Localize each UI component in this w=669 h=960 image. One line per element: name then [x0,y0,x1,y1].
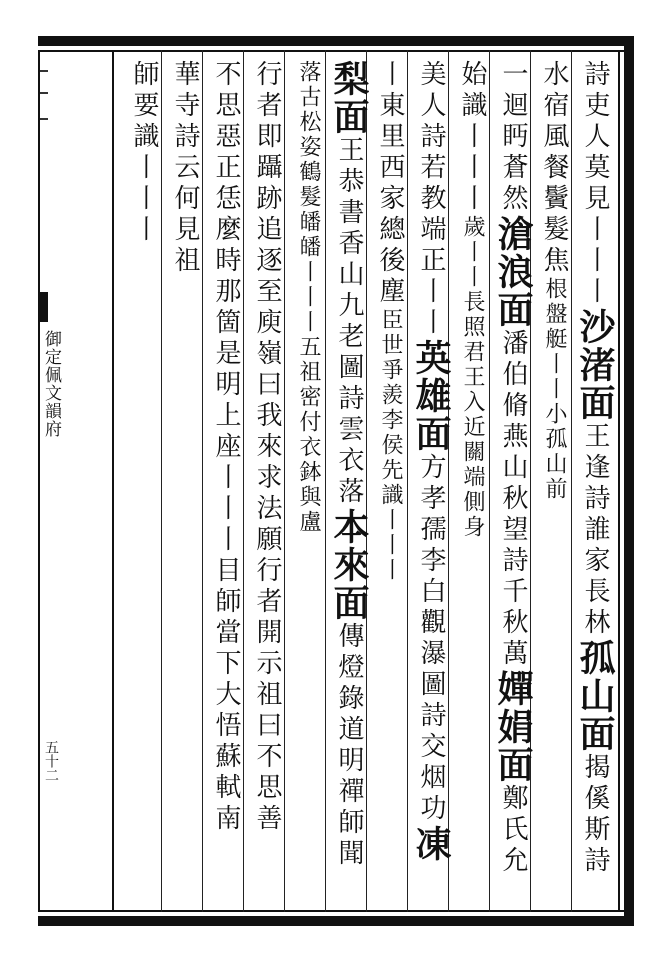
text-column [370,60,405,906]
headword: 孤山面 [574,639,616,753]
frame-border-top [38,36,634,46]
text-segment: 水宿風餐鬢髮焦 [539,60,569,277]
column-rule [161,50,162,912]
column-rule [366,50,367,912]
column-rule [489,50,490,912]
frame-inner-bottom [38,910,624,912]
margin-book-title: 御定佩文韻府 [41,330,61,438]
text-segment: 傳燈錄道明禪師聞 [334,622,364,870]
text-segment: 方孝孺李白觀瀑圖詩交烟功 [416,453,446,825]
margin-tick [40,118,48,120]
text-column [124,60,159,906]
text-column [288,60,323,906]
column-rule [325,50,326,912]
text-segment: 始識丨丨丨 [457,60,487,215]
text-segment: 不思惡正恁麼時那箇是明上座丨丨丨目師當下大悟蘇軾南 [211,60,241,835]
text-segment: 師要識丨丨丨 [129,60,159,246]
headword: 凍 [410,825,452,863]
fishtail-mark [38,292,48,322]
column-rule [243,50,244,912]
frame-inner-right [618,50,620,912]
headword: 本來面 [328,508,370,622]
text-segment: 王恭書香山九老圖詩雲衣落 [334,136,364,508]
column-rule [407,50,408,912]
column-rule [448,50,449,912]
text-column [534,60,569,906]
text-column [410,60,452,906]
text-segment: 行者即躡跡追逐至庾嶺曰我來求法願行者開示祖曰不思善 [252,60,282,835]
headword: 沙渚面 [574,308,616,422]
text-segment: 臣世爭羨李侯先識丨丨丨 [378,308,403,583]
text-column [206,60,241,906]
frame-border-bottom [38,916,634,926]
text-column [574,60,616,906]
text-segment: 潘伯脩燕山秋望詩千秋萬 [498,329,528,670]
frame-border-right [624,36,634,926]
text-segment: 美人詩若教端正丨丨 [416,60,446,339]
margin-page-number: 五十二 [43,740,59,782]
headword: 嬋娟面 [492,670,534,784]
text-segment: 五祖密付衣鉢與盧 [296,335,321,535]
text-segment: 歲丨丨長照君王入近關 [460,215,485,465]
frame-inner-top [38,50,624,52]
column-rule [202,50,203,912]
text-column [247,60,282,906]
headword: 英雄面 [410,339,452,453]
text-segment: 小孤山前 [542,402,567,502]
text-segment: 根盤艇丨丨 [542,277,567,402]
margin-tick [40,70,48,72]
margin-border [38,50,40,912]
text-segment: 端側身 [460,465,485,540]
column-rule [571,50,572,912]
text-segment: 鄭氏允 [498,784,528,877]
text-segment: 華寺詩云何見祖 [170,60,200,277]
text-segment: 落古松姿鶴髮皤皤丨丨丨 [296,60,321,335]
text-column [492,60,534,906]
text-segment: 詩吏人莫見丨丨丨 [580,60,610,308]
text-segment: 揭傒斯詩 [580,753,610,877]
text-segment: 丨東里西家總後塵 [375,60,405,308]
headword: 滄浪面 [492,215,534,329]
text-column [165,60,200,906]
text-column [452,60,487,906]
margin-tick [40,92,48,94]
margin-divider [112,50,114,912]
headword: 梨面 [328,60,370,136]
column-rule [284,50,285,912]
text-segment: 王逢詩誰家長林 [580,422,610,639]
text-segment: 一迴眄蒼然 [498,60,528,215]
text-column [328,60,370,906]
